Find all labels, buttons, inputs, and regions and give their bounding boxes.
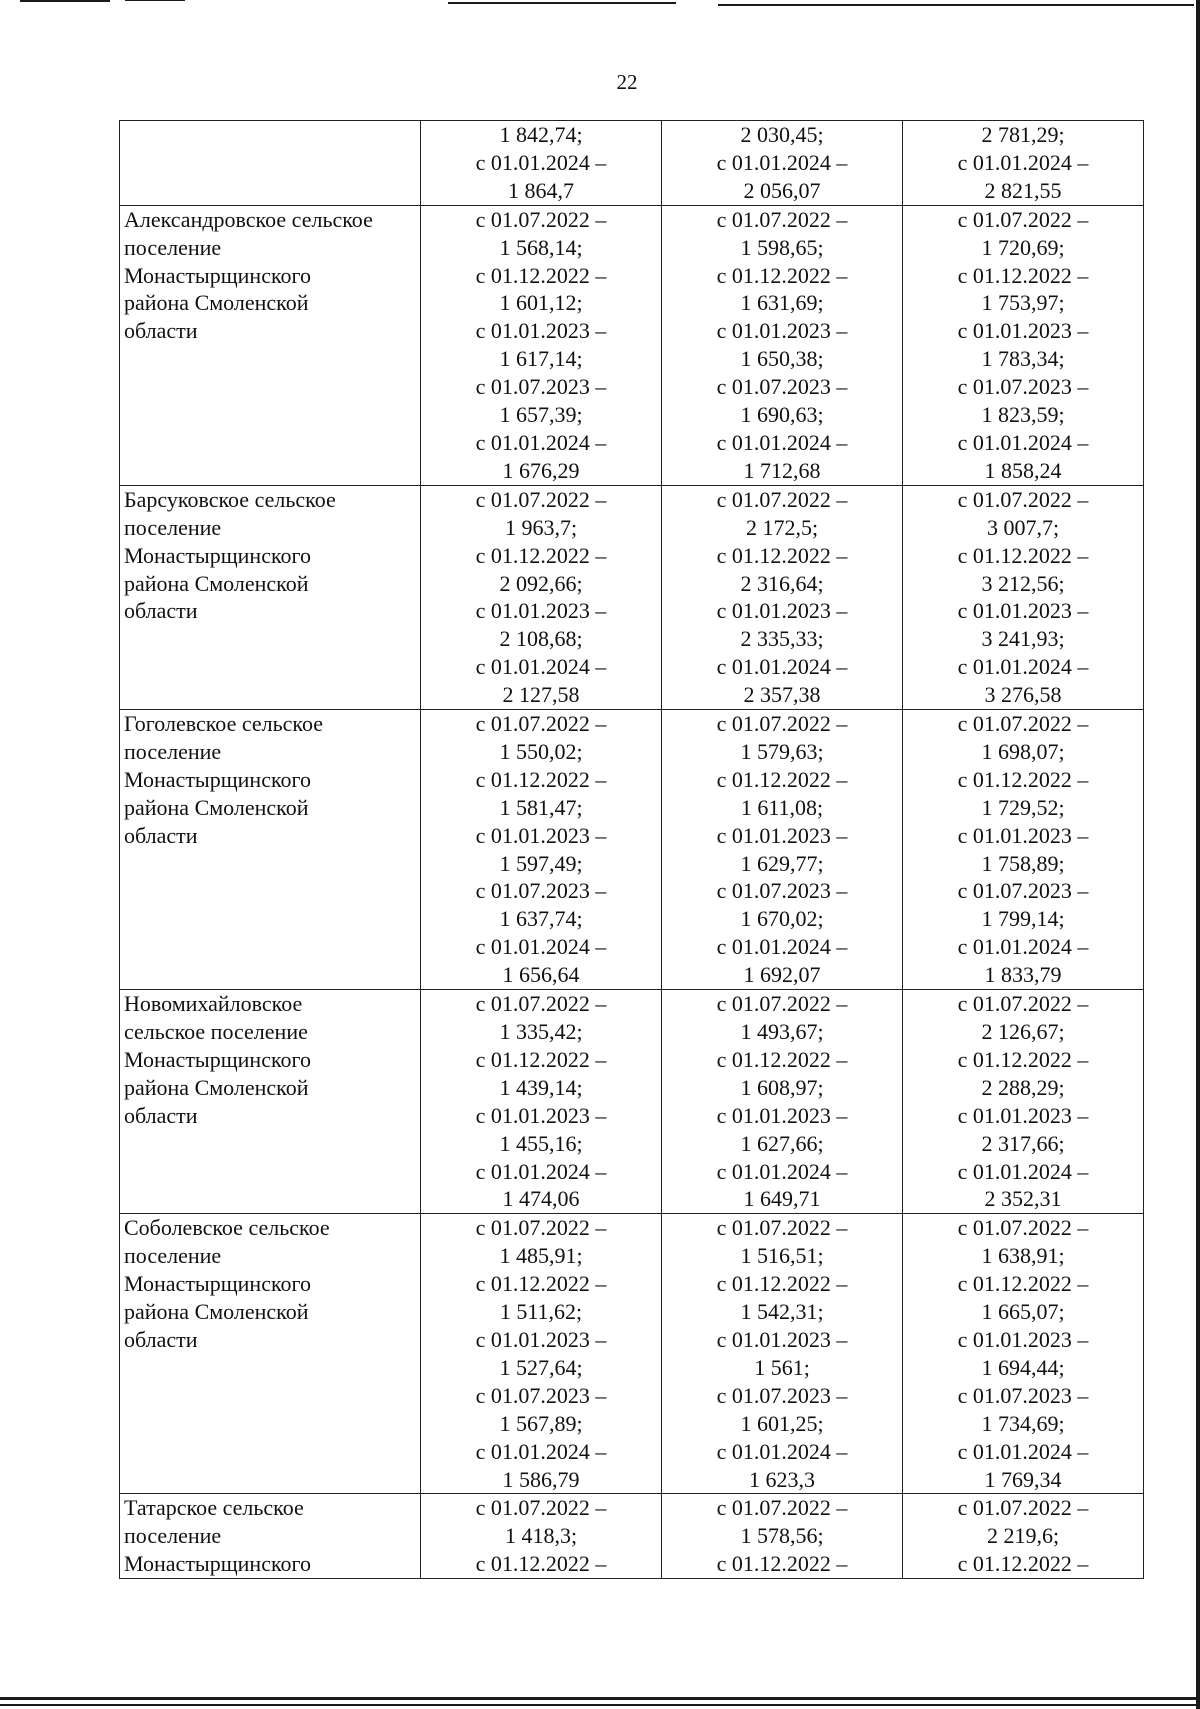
tariff-line: 2 352,31 [984,1186,1062,1212]
tariff-line: 2 092,66; [499,570,583,596]
tariff-line: 1 656,64 [502,962,580,988]
tariff-line: с 01.12.2022 – [475,1551,607,1577]
tariff-line: 1 698,07; [981,738,1065,764]
tariff-line: с 01.07.2022 – [716,486,848,512]
tariff-line: с 01.01.2024 – [475,934,607,960]
tariff-cell-2 [662,121,903,206]
table-row [120,1214,1144,1494]
tariff-line: с 01.01.2023 – [957,1326,1089,1352]
tariff-line: 2 317,66; [981,1130,1065,1156]
tariff-line: 1 799,14; [981,906,1065,932]
settlement-name-line: области [124,822,198,848]
tariff-cell-3 [903,1214,1144,1494]
tariff-line: с 01.07.2023 – [957,1382,1089,1408]
tariff-cell-1 [421,990,662,1214]
tariff-line: с 01.07.2022 – [957,991,1089,1017]
tariff-line: 1 783,34; [981,346,1065,372]
tariff-line: 2 288,29; [981,1074,1065,1100]
tariff-line: 1 511,62; [499,1299,583,1325]
settlement-name-cell [120,121,421,206]
tariff-line: с 01.07.2023 – [957,878,1089,904]
settlement-name-line: области [124,318,198,344]
tariff-line: с 01.07.2022 – [475,1215,607,1241]
tariff-line: 2 357,38 [743,682,821,708]
tariff-line: 1 542,31; [740,1299,824,1325]
tariff-line: с 01.01.2024 – [957,934,1089,960]
settlement-name-line: поселение [124,1523,222,1549]
tariff-line: 1 439,14; [499,1074,583,1100]
tariff-line: 1 649,71 [743,1186,821,1212]
tariff-line: с 01.12.2022 – [716,1271,848,1297]
tariff-line: с 01.07.2023 – [716,878,848,904]
settlement-name-cell [120,1214,421,1494]
tariff-cell-2 [662,205,903,485]
tariff-line: с 01.12.2022 – [957,1046,1089,1072]
table-row [120,205,1144,485]
tariff-line: с 01.01.2023 – [716,598,848,624]
tariff-line: с 01.07.2022 – [957,1495,1089,1521]
tariff-line: 1 753,97; [981,290,1065,316]
tariff-line: с 01.01.2024 – [716,429,848,455]
tariff-line: с 01.07.2022 – [957,1215,1089,1241]
tariff-line: с 01.07.2022 – [716,1215,848,1241]
tariff-cell-3 [903,990,1144,1214]
tariff-cell-3 [903,485,1144,709]
table-row [120,485,1144,709]
tariff-line: с 01.07.2023 – [475,1382,607,1408]
tariff-cell-1 [421,710,662,990]
settlement-name-line: Монастырщинского [124,262,312,288]
tariff-line: с 01.01.2023 – [716,1326,848,1352]
tariff-line: с 01.01.2023 – [475,1326,607,1352]
tariff-line: 2 821,55 [984,177,1062,203]
tariff-line: 1 963,7; [504,514,578,540]
tariff-line: с 01.12.2022 – [957,262,1089,288]
tariff-line: с 01.01.2023 – [716,1102,848,1128]
tariff-line: 1 734,69; [981,1410,1065,1436]
tariff-line: 1 842,74; [499,122,583,147]
tariff-table-body [120,121,1144,1579]
tariff-line: 1 692,07 [743,962,821,988]
tariff-line: 1 550,02; [499,738,583,764]
tariff-line: 1 758,89; [981,850,1065,876]
tariff-line: с 01.12.2022 – [475,262,607,288]
tariff-line: с 01.12.2022 – [957,1271,1089,1297]
tariff-cell-3 [903,121,1144,206]
tariff-line: с 01.12.2022 – [716,766,848,792]
settlement-name-cell [120,990,421,1214]
tariff-line: с 01.01.2024 – [957,429,1089,455]
tariff-line: 1 665,07; [981,1299,1065,1325]
tariff-line: 1 578,56; [740,1523,824,1549]
settlement-name-cell [120,710,421,990]
tariff-line: с 01.12.2022 – [475,1271,607,1297]
tariff-line: 1 650,38; [740,346,824,372]
tariff-line: 1 581,47; [499,794,583,820]
tariff-line: 2 335,33; [740,626,824,652]
settlement-name-line: Монастырщинского [124,1271,312,1297]
tariff-cell-1 [421,1494,662,1579]
tariff-cell-3 [903,1494,1144,1579]
tariff-line: с 01.07.2022 – [716,991,848,1017]
settlement-name-line: района Смоленской [124,1299,309,1325]
settlement-name-line: района Смоленской [124,570,309,596]
tariff-line: 1 608,97; [740,1074,824,1100]
tariff-line: 1 637,74; [499,906,583,932]
scan-edge-top-left [20,0,110,2]
settlement-name-line: Барсуковское сельское [124,486,336,512]
tariff-line: 1 657,39; [499,402,583,428]
tariff-line: 1 638,91; [981,1243,1065,1269]
tariff-line: 1 474,06 [502,1186,580,1212]
tariff-line: с 01.01.2023 – [475,598,607,624]
tariff-line: с 01.01.2024 – [716,654,848,680]
tariff-line: 1 597,49; [499,850,583,876]
tariff-line: 1 335,42; [499,1019,583,1044]
tariff-line: с 01.01.2023 – [957,822,1089,848]
tariff-line: с 01.12.2022 – [957,542,1089,568]
tariff-table [119,120,1144,1579]
tariff-line: 1 617,14; [499,346,583,372]
tariff-line: с 01.12.2022 – [475,766,607,792]
tariff-line: с 01.12.2022 – [957,766,1089,792]
tariff-line: с 01.01.2024 – [716,149,848,175]
tariff-cell-2 [662,485,903,709]
tariff-line: 1 864,7 [508,177,574,203]
tariff-line: с 01.12.2022 – [475,542,607,568]
settlement-name-cell [120,1494,421,1579]
settlement-name-line: области [124,598,198,624]
tariff-line: с 01.01.2023 – [716,318,848,344]
settlement-name-line: поселение [124,1243,222,1269]
tariff-line: с 01.01.2024 – [475,654,607,680]
tariff-line: 1 694,44; [981,1354,1065,1380]
tariff-cell-3 [903,205,1144,485]
tariff-line: 1 833,79 [984,962,1062,988]
tariff-line: с 01.12.2022 – [716,1551,848,1577]
tariff-line: 2 030,45; [740,122,824,147]
settlement-name-line: поселение [124,738,222,764]
settlement-name-line: Новомихайловское [124,991,303,1017]
tariff-line: с 01.01.2023 – [475,822,607,848]
tariff-line: с 01.07.2023 – [957,374,1089,400]
tariff-line: с 01.01.2024 – [957,1438,1089,1464]
tariff-line: с 01.01.2023 – [475,318,607,344]
tariff-line: с 01.07.2022 – [716,711,848,737]
settlement-name-line: Татарское сельское [124,1495,304,1521]
settlement-name-line: Монастырщинского [124,542,312,568]
tariff-line: 3 276,58 [984,682,1062,708]
tariff-cell-2 [662,1494,903,1579]
tariff-cell-2 [662,1214,903,1494]
settlement-name-line: района Смоленской [124,1074,309,1100]
table-row [120,710,1144,990]
tariff-line: с 01.01.2024 – [957,654,1089,680]
tariff-line: 1 586,79 [502,1466,580,1492]
tariff-line: 1 729,52; [981,794,1065,820]
tariff-line: с 01.01.2024 – [716,1158,848,1184]
tariff-line: 1 690,63; [740,402,824,428]
tariff-line: с 01.01.2023 – [716,822,848,848]
tariff-line: 3 007,7; [986,514,1060,540]
tariff-line: 1 455,16; [499,1130,583,1156]
tariff-line: с 01.01.2023 – [957,598,1089,624]
tariff-line: с 01.01.2024 – [957,1158,1089,1184]
tariff-line: 2 781,29; [981,122,1065,147]
tariff-line: с 01.07.2022 – [957,486,1089,512]
tariff-line: 1 631,69; [740,290,824,316]
tariff-line: с 01.01.2023 – [957,318,1089,344]
tariff-line: 1 611,08; [740,794,824,820]
tariff-line: с 01.07.2023 – [475,374,607,400]
settlement-name-line: области [124,1326,198,1352]
tariff-line: 3 212,56; [981,570,1065,596]
tariff-cell-2 [662,990,903,1214]
tariff-line: с 01.12.2022 – [716,1046,848,1072]
scan-edge-bottom [0,1697,1200,1700]
settlement-name-line: сельское поселение [124,1019,308,1044]
settlement-name-line: Гоголевское сельское [124,711,324,737]
tariff-line: 1 527,64; [499,1354,583,1380]
settlement-name-line: Александровское сельское [124,206,373,232]
tariff-line: с 01.07.2023 – [716,1382,848,1408]
tariff-line: 1 485,91; [499,1243,583,1269]
table-row [120,121,1144,206]
tariff-line: 2 126,67; [981,1019,1065,1044]
table-row [120,990,1144,1214]
tariff-line: 1 418,3; [504,1523,578,1549]
tariff-line: 1 516,51; [740,1243,824,1269]
settlement-name-line: района Смоленской [124,290,309,316]
tariff-line: с 01.01.2024 – [475,429,607,455]
tariff-line: с 01.01.2024 – [957,149,1089,175]
tariff-line: с 01.12.2022 – [475,1046,607,1072]
tariff-line: 1 670,02; [740,906,824,932]
tariff-line: с 01.01.2024 – [475,1158,607,1184]
tariff-cell-2 [662,710,903,990]
tariff-line: 1 598,65; [740,234,824,260]
tariff-line: 2 127,58 [502,682,580,708]
tariff-line: 2 316,64; [740,570,824,596]
settlement-name-cell [120,485,421,709]
tariff-line: 1 561; [754,1354,810,1380]
tariff-line: 1 601,25; [740,1410,824,1436]
settlement-name-line: района Смоленской [124,794,309,820]
settlement-name-cell [120,205,421,485]
tariff-line: 2 172,5; [745,514,819,540]
tariff-line: с 01.12.2022 – [957,1551,1089,1577]
settlement-name-line: области [124,1102,198,1128]
tariff-line: 1 769,34 [984,1466,1062,1492]
table-row [120,1494,1144,1579]
tariff-line: 1 629,77; [740,850,824,876]
tariff-line: с 01.01.2023 – [957,1102,1089,1128]
scan-edge-right [1196,0,1200,1709]
tariff-line: 3 241,93; [981,626,1065,652]
tariff-cell-3 [903,710,1144,990]
tariff-line: с 01.12.2022 – [716,542,848,568]
tariff-line: с 01.07.2022 – [716,1495,848,1521]
tariff-line: с 01.07.2022 – [475,991,607,1017]
tariff-line: 1 601,12; [499,290,583,316]
tariff-line: 2 056,07 [743,177,821,203]
settlement-name-line: Монастырщинского [124,766,312,792]
tariff-line: с 01.07.2022 – [475,486,607,512]
tariff-line: 1 712,68 [743,457,821,483]
tariff-line: с 01.01.2024 – [475,1438,607,1464]
tariff-line: 2 108,68; [499,626,583,652]
tariff-line: 1 568,14; [499,234,583,260]
scan-edge-top-mid [125,0,185,1]
tariff-line: с 01.01.2024 – [716,1438,848,1464]
settlement-name-line: поселение [124,234,222,260]
tariff-line: с 01.07.2022 – [475,206,607,232]
settlement-name-line: Соболевское сельское [124,1215,330,1241]
tariff-line: 1 823,59; [981,402,1065,428]
tariff-line: с 01.07.2022 – [716,206,848,232]
tariff-line: с 01.07.2023 – [475,878,607,904]
tariff-line: с 01.07.2022 – [957,206,1089,232]
tariff-line: 1 676,29 [502,457,580,483]
tariff-line: 1 858,24 [984,457,1062,483]
scan-edge-top-right-a [448,2,676,4]
tariff-line: 1 623,3 [749,1466,815,1492]
settlement-name-line: Монастырщинского [124,1551,312,1577]
tariff-cell-1 [421,205,662,485]
tariff-line: 1 627,66; [740,1130,824,1156]
tariff-line: с 01.07.2022 – [957,711,1089,737]
tariff-line: с 01.07.2022 – [475,711,607,737]
tariff-line: 1 567,89; [499,1410,583,1436]
tariff-line: 2 219,6; [986,1523,1060,1549]
scan-edge-top-right-b [718,4,1194,6]
tariff-line: с 01.07.2023 – [716,374,848,400]
tariff-line: 1 720,69; [981,234,1065,260]
tariff-line: с 01.01.2024 – [475,149,607,175]
scan-edge-bottom-b [0,1704,1200,1706]
tariff-line: с 01.12.2022 – [716,262,848,288]
settlement-name-line: поселение [124,514,222,540]
tariff-line: 1 493,67; [740,1019,824,1044]
tariff-line: с 01.07.2022 – [475,1495,607,1521]
tariff-line: 1 579,63; [740,738,824,764]
tariff-line: с 01.01.2023 – [475,1102,607,1128]
tariff-cell-1 [421,1214,662,1494]
tariff-cell-1 [421,485,662,709]
page-number: 22 [616,70,638,94]
tariff-line: с 01.01.2024 – [716,934,848,960]
settlement-name-line: Монастырщинского [124,1046,312,1072]
tariff-cell-1 [421,121,662,206]
